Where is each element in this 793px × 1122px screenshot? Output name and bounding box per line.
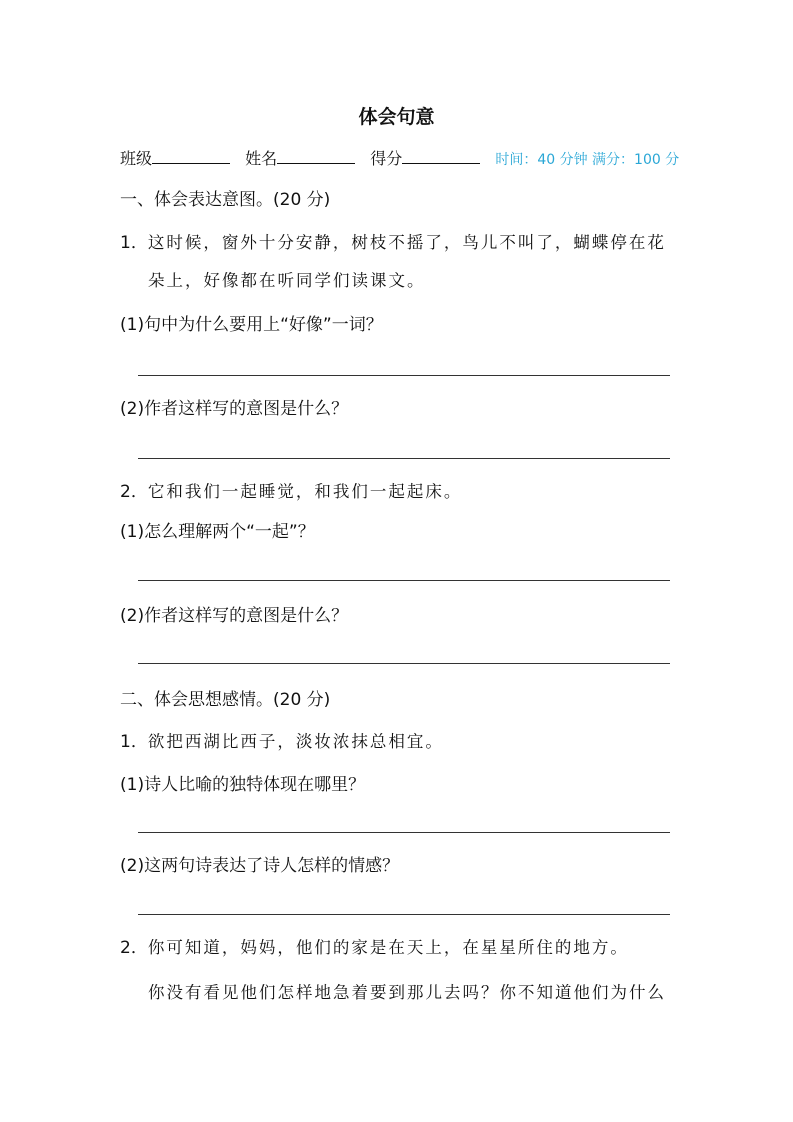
name-label: 姓名 xyxy=(245,149,278,168)
s2-q1-sub1: (1)诗人比喻的独特体现在哪里？ xyxy=(120,775,366,795)
name-blank[interactable] xyxy=(277,147,355,164)
q-text: 这时候，窗外十分安静，树枝不摇了，鸟儿不叫了，蝴蝶停在花 xyxy=(147,233,666,252)
s2-q2-line2: 你没有看见他们怎样地急着要到那儿去吗？你不知道他们为什么 xyxy=(148,983,666,1002)
s2-q1-sub2: (2)这两句诗表达了诗人怎样的情感？ xyxy=(120,856,400,876)
q-num: 1． xyxy=(120,732,148,752)
s1-q2 xyxy=(120,481,462,503)
section1-heading: 一、体会表达意图。(20 分) xyxy=(120,190,331,210)
answer-line[interactable] xyxy=(138,375,670,376)
class-blank[interactable] xyxy=(152,147,230,164)
q-num: 1． xyxy=(120,233,148,253)
s1-q1-sub1: (1)句中为什么要用上“好像”一词？ xyxy=(120,315,383,335)
q-text: 它和我们一起睡觉，和我们一起起床。 xyxy=(147,482,463,501)
score-blank[interactable] xyxy=(402,147,480,164)
answer-line[interactable] xyxy=(138,832,670,833)
answer-line[interactable] xyxy=(138,914,670,915)
s2-q1 xyxy=(120,731,444,753)
q-num: 2． xyxy=(120,938,148,958)
q-text: 你可知道，妈妈，他们的家是在天上，在星星所住的地方。 xyxy=(147,938,629,957)
section2-heading: 二、体会思想感情。(20 分) xyxy=(120,690,331,710)
header-fields xyxy=(120,147,679,171)
s1-q1-sub2: (2)作者这样写的意图是什么？ xyxy=(120,399,349,419)
q-text: 欲把西湖比西子，淡妆浓抹总相宜。 xyxy=(147,732,444,751)
s2-q2 xyxy=(120,937,629,959)
answer-line[interactable] xyxy=(138,663,670,664)
q-num: 2． xyxy=(120,482,148,502)
score-label: 得分 xyxy=(370,149,403,168)
s1-q2-sub2: (2)作者这样写的意图是什么？ xyxy=(120,606,349,626)
class-label: 班级 xyxy=(120,149,153,168)
page-title: 体会句意 xyxy=(358,106,435,128)
answer-line[interactable] xyxy=(138,580,670,581)
s1-q1-line2: 朵上，好像都在听同学们读课文。 xyxy=(148,271,426,290)
s1-q2-sub1: (1)怎么理解两个“一起”？ xyxy=(120,522,315,542)
exam-info: 时间：40 分钟 满分：100 分 xyxy=(495,152,680,168)
s1-q1 xyxy=(120,232,666,254)
answer-line[interactable] xyxy=(138,458,670,459)
